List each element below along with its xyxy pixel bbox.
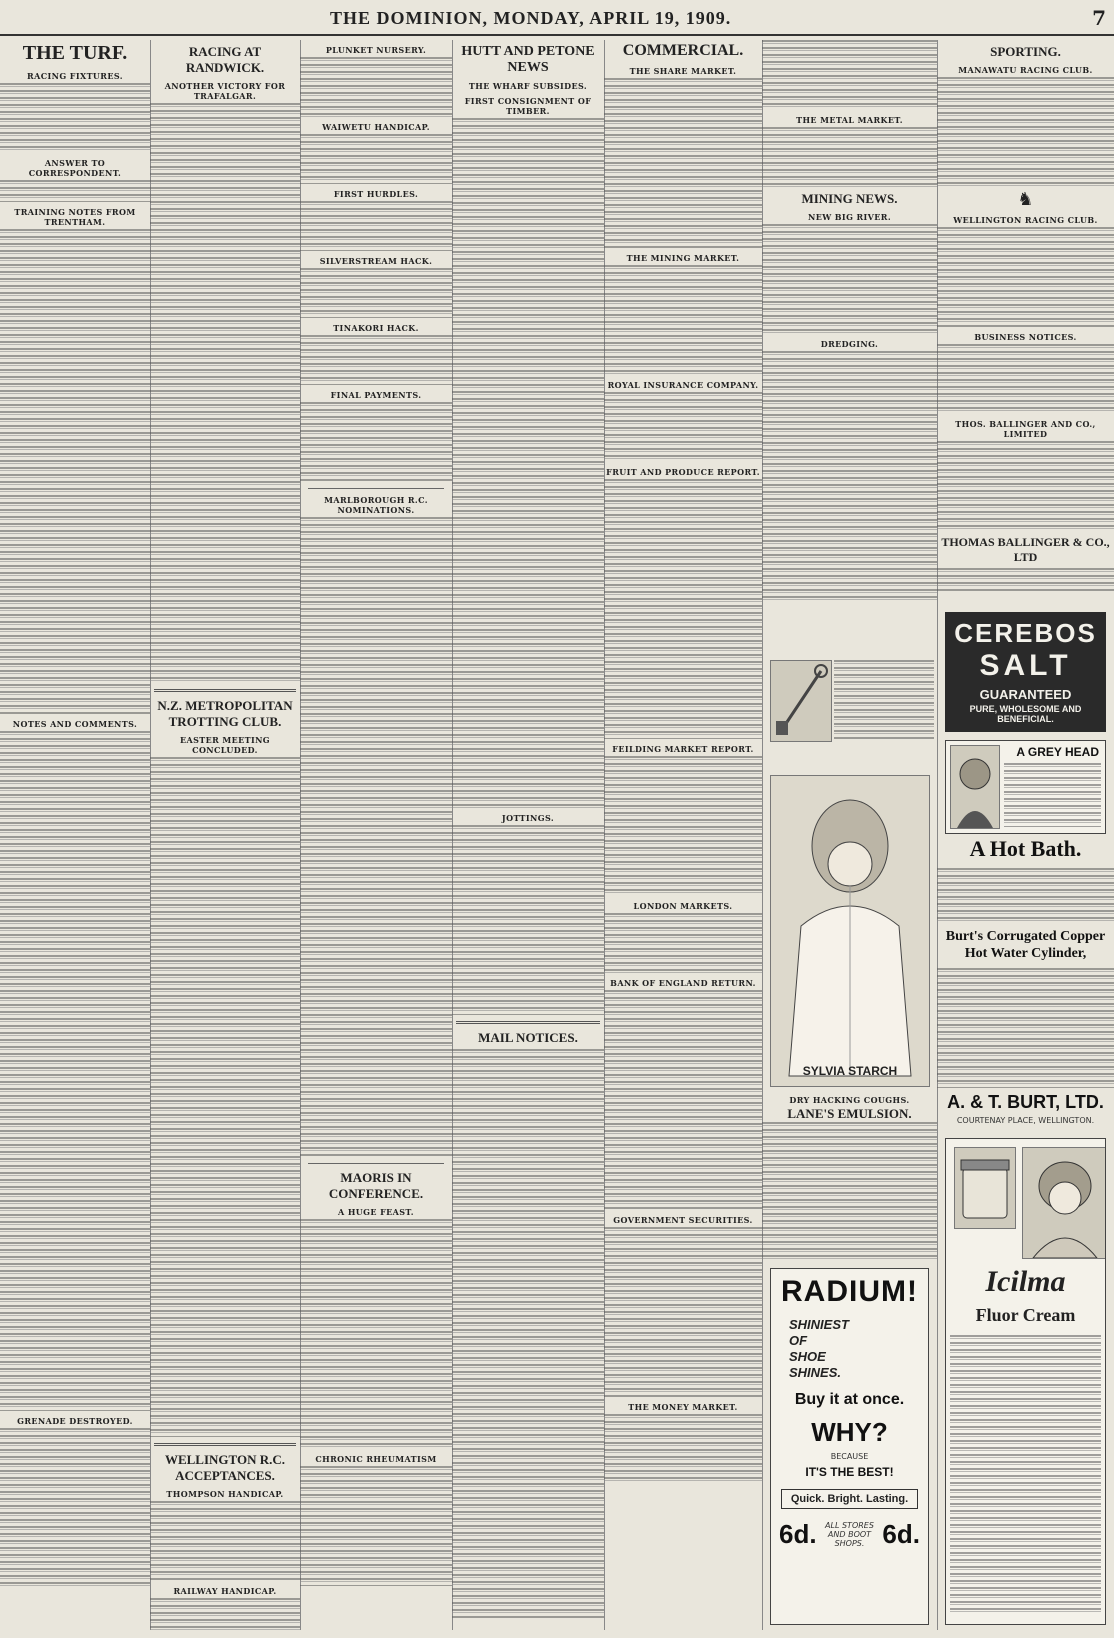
trafalgar-heading: ANOTHER VICTORY FOR TRAFALGAR. [164,81,286,101]
ballinger-heading: THOS. BALLINGER AND CO., LIMITED [955,419,1096,439]
cerebos-title: CEREBOS [954,618,1097,648]
horse-icon: ♞ [1017,189,1034,210]
london-markets-heading: LONDON MARKETS. [633,901,733,911]
jar-icon [955,1148,1015,1228]
training-notes-text [0,229,150,714]
column-acceptances [300,40,453,1630]
first-hurdles-heading: FIRST HURDLES. [333,189,419,199]
tinakori-text [300,335,452,385]
metal-market-heading: THE METAL MARKET. [796,115,903,125]
railway-handicap-text [150,1598,300,1630]
radium-because: BECAUSE [830,1452,869,1461]
fruit-produce-text [604,479,762,739]
grey-head-ad [945,740,1106,834]
burt-address: COURTENAY PLACE, WELLINGTON. [956,1116,1095,1125]
column-randwick [150,40,301,1630]
wellington-rc-heading: WELLINGTON RACING CLUB. [953,215,1098,225]
jottings-heading: JOTTINGS. [501,813,555,823]
radium-best: IT'S THE BEST! [805,1465,894,1479]
wharf-subsides-heading: THE WHARF SUBSIDES. [468,81,588,91]
hot-bath-text [937,868,1114,924]
waiwetu-heading: WAIWETU HANDICAP. [322,122,430,132]
racing-fixtures-text [0,83,150,153]
plunket-text [300,57,452,117]
money-market-text [604,1414,762,1484]
lanes-emulsion-heading: LANE'S EMULSION. [787,1106,912,1121]
mail-notices-text [452,1049,604,1619]
money-market-heading: THE MONEY MARKET. [628,1402,738,1412]
first-hurdles-text [300,201,452,251]
wharf-text [452,118,604,808]
big-river-text [762,224,937,334]
trotting-text [150,757,300,1437]
govt-securities-heading: GOVERNMENT SECURITIES. [613,1215,753,1225]
plunket-nursery-heading: PLUNKET NURSERY. [325,45,427,55]
radium-stores: ALL STORES AND BOOT SHOPS. [825,1521,874,1548]
portrait-image [950,745,1000,829]
tinakori-heading: TINAKORI HACK. [333,323,419,333]
masthead [0,0,1114,36]
fluor-cream-title: Fluor Cream [975,1305,1076,1325]
metal-intro-text [762,40,937,110]
radium-tagline: SHINIEST OF SHOE SHINES. [789,1317,849,1380]
icilma-ad [945,1138,1106,1625]
fence-ad-text [834,660,934,740]
jottings-text [452,825,604,1015]
column-turf [0,40,151,1630]
radium-quick: Quick. Bright. Lasting. [781,1489,918,1509]
share-market-text [604,78,762,248]
grey-head-text [1004,763,1101,827]
new-big-river-heading: NEW BIG RIVER. [807,212,892,222]
masthead-title: THE DOMINION, MONDAY, APRIL 19, 1909. [330,8,732,28]
royal-insurance-text [604,392,762,462]
grenade-text [0,1428,150,1588]
marlborough-text [300,517,452,1157]
radium-price-left: 6d. [779,1519,817,1549]
page-number: 7 [1092,6,1106,30]
manawatu-heading: MANAWATU RACING CLUB. [958,65,1093,75]
metal-market-text [762,127,937,187]
salt-title: SALT [979,649,1072,682]
head-icon [951,746,999,828]
icilma-title: Icilma [985,1265,1066,1298]
column-mining-ads [762,40,938,1630]
feilding-market-text [604,756,762,896]
royal-insurance-heading: ROYAL INSURANCE COMPANY. [607,380,759,390]
easter-meeting-heading: EASTER MEETING CONCLUDED. [179,735,271,755]
mining-market-text [604,265,762,375]
silverstream-heading: SILVERSTREAM HACK. [319,256,433,266]
lanes-sub-heading: DRY HACKING COUGHS. [789,1095,910,1105]
answer-correspondent-heading: ANSWER TO CORRESPONDENT. [28,158,122,178]
thompson-handicap-heading: THOMPSON HANDICAP. [166,1489,284,1499]
final-payments-text [300,402,452,482]
fruit-produce-heading: FRUIT AND PRODUCE REPORT. [606,467,760,477]
railway-handicap-heading: RAILWAY HANDICAP. [173,1586,277,1596]
fence-strainer-image [770,660,832,742]
bank-england-heading: BANK OF ENGLAND RETURN. [610,978,756,988]
manawatu-text [937,77,1114,187]
radium-why: WHY? [811,1417,888,1447]
radium-title: RADIUM! [781,1275,918,1308]
business-notices-heading: BUSINESS NOTICES. [974,332,1077,342]
randwick-heading: RACING AT RANDWICK. [185,44,265,75]
lady-face-icon [1023,1148,1106,1258]
dredging-heading: DREDGING. [820,339,879,349]
cerebos-salt-ad [945,612,1106,732]
marlborough-heading: MARLBOROUGH R.C. NOMINATIONS. [324,495,428,515]
randwick-text [150,103,300,683]
wellington-rc-text [937,227,1114,327]
business-notices-text [937,344,1114,414]
hot-bath-heading: A Hot Bath. [969,836,1082,861]
divider [154,689,296,692]
lady-portrait-image [1022,1147,1106,1259]
grey-head-title: A GREY HEAD [1016,745,1099,759]
burt-cylinder-heading: Burt's Corrugated Copper Hot Water Cylinder, [945,929,1106,961]
divider [154,1443,296,1446]
answer-correspondent-text [0,180,150,202]
thompson-handicap-text [150,1501,300,1581]
ballinger-text [937,441,1114,531]
commercial-heading: COMMERCIAL. [622,42,744,59]
trotting-club-heading: N.Z. METROPOLITAN TROTTING CLUB. [157,698,293,729]
mail-notices-heading: MAIL NOTICES. [478,1030,578,1045]
silverstream-text [300,268,452,318]
bank-england-table [604,990,762,1210]
rheumatism-text [300,1466,452,1586]
face-cream-jar-image [954,1147,1016,1229]
sporting-heading: SPORTING. [990,44,1061,59]
column-commercial [604,40,763,1630]
timber-heading: FIRST CONSIGNMENT OF TIMBER. [464,96,592,116]
training-notes-heading: TRAINING NOTES FROM TRENTHAM. [14,207,136,227]
maoris-heading: MAORIS IN CONFERENCE. [328,1170,424,1201]
sylvia-starch-ad [770,775,930,1087]
guaranteed-label: GUARANTEED [979,687,1072,702]
share-market-heading: THE SHARE MARKET. [629,66,737,76]
radium-buy: Buy it at once. [794,1391,905,1408]
london-markets-text [604,913,762,973]
final-payments-heading: FINAL PAYMENTS. [330,390,422,400]
waiwetu-text [300,134,452,184]
burt-text [937,968,1114,1088]
maoris-text [300,1219,452,1449]
lady-illustration-icon [771,776,929,1086]
racing-fixtures-heading: RACING FIXTURES. [27,71,123,81]
radium-ad [770,1268,929,1625]
hutt-petone-heading: HUTT AND PETONE NEWS [461,44,595,75]
mining-market-heading: THE MINING MARKET. [626,253,740,263]
turf-heading: THE TURF. [22,42,128,64]
rheumatism-heading: CHRONIC RHEUMATISM [315,1454,437,1464]
burt-name: A. & T. BURT, LTD. [947,1092,1104,1112]
notes-comments-heading: NOTES AND COMMENTS. [12,719,138,729]
feilding-market-heading: FEILDING MARKET REPORT. [612,744,754,754]
column-sporting-ads [937,40,1114,1630]
ballinger-address [937,568,1114,592]
lanes-emulsion-text [762,1122,937,1262]
wellington-acceptances-heading: WELLINGTON R.C. ACCEPTANCES. [164,1452,286,1483]
ballinger-name: THOMAS BALLINGER & CO., LTD [941,535,1110,564]
fence-tool-icon [771,661,831,741]
pure-label: PURE, WHOLESOME AND BENEFICIAL. [969,704,1082,724]
radium-price-right: 6d. [882,1519,920,1549]
column-hutt-petone [452,40,605,1630]
mining-news-heading: MINING NEWS. [801,191,898,206]
notes-comments-text [0,731,150,1411]
govt-securities-table [604,1227,762,1397]
icilma-text [950,1335,1101,1615]
huge-feast-heading: A HUGE FEAST. [338,1207,414,1217]
dredging-text [762,351,937,601]
starch-label: SYLVIA STARCH [802,1064,898,1078]
grenade-heading: GRENADE DESTROYED. [17,1416,133,1426]
